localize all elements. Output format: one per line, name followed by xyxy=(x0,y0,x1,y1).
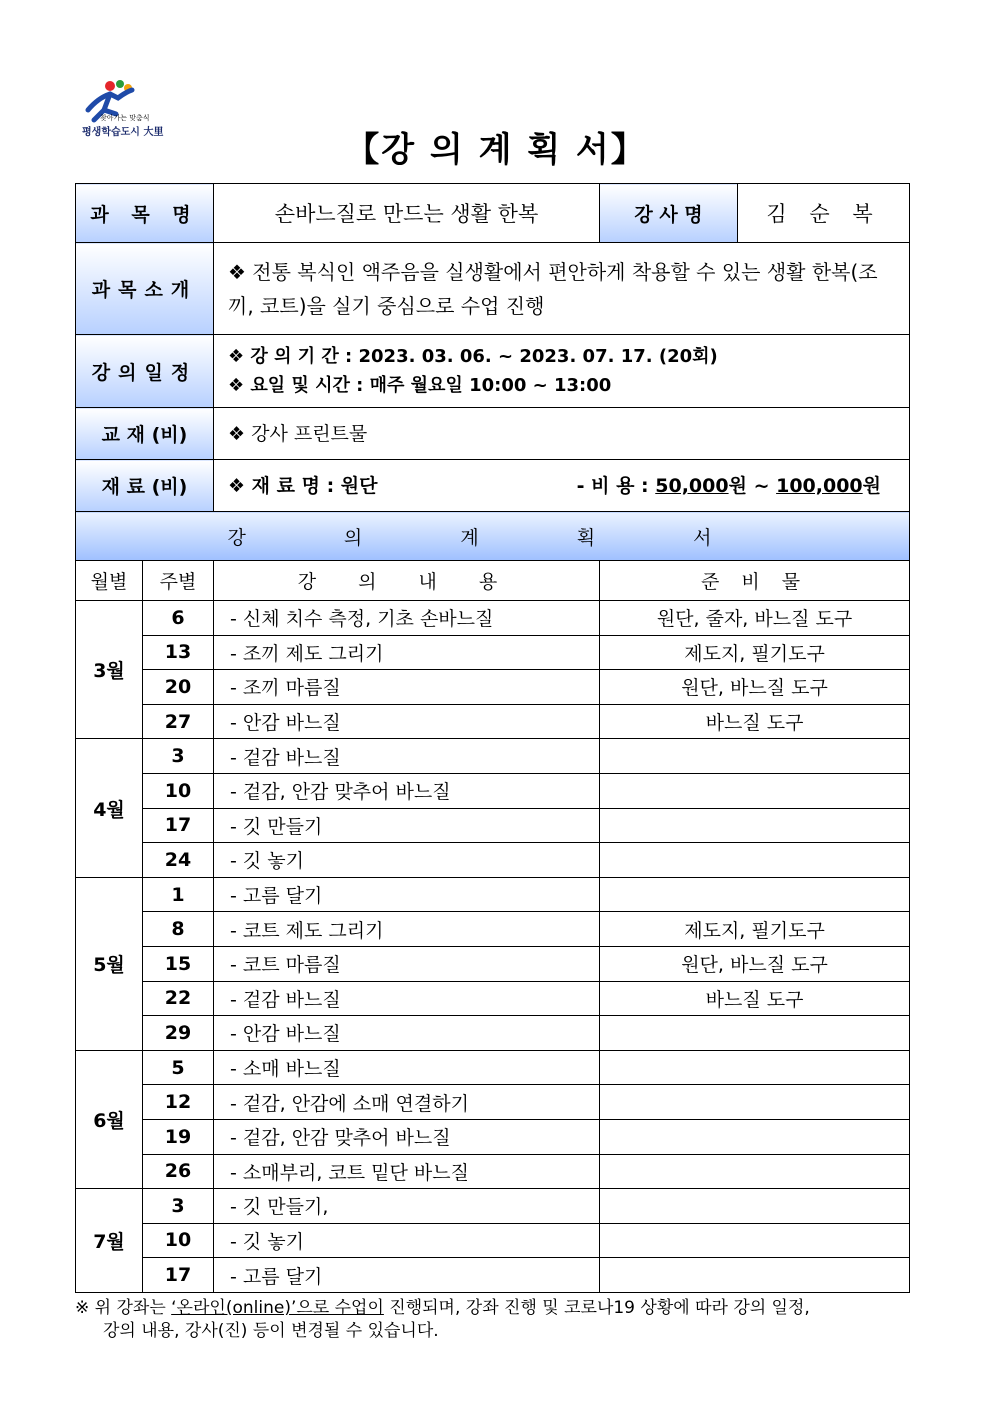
table-row xyxy=(76,704,910,739)
content-cell: - 겉감 바느질 xyxy=(214,739,600,774)
prep-cell xyxy=(600,1223,910,1258)
content-cell: - 조끼 마름질 xyxy=(214,670,600,705)
material-label: 재 료 (비) xyxy=(76,460,214,512)
cost-unit: 원 xyxy=(862,474,882,497)
content-cell: - 겉감, 안감 맞추어 바느질 xyxy=(214,1119,600,1154)
table-row xyxy=(76,946,910,981)
table-row xyxy=(76,670,910,705)
footnote xyxy=(75,1297,925,1343)
prep-cell xyxy=(600,843,910,878)
content-cell: - 깃 놓기 xyxy=(214,843,600,878)
prep-cell xyxy=(600,1050,910,1085)
prep-cell xyxy=(600,1258,910,1293)
table-row xyxy=(76,1119,910,1154)
prep-cell xyxy=(600,1016,910,1051)
prep-cell: 제도지, 필기도구 xyxy=(600,635,910,670)
material-name: ❖ 재 료 명 : 원단 xyxy=(228,474,378,497)
table-row xyxy=(76,773,910,808)
table-row xyxy=(76,912,910,947)
content-cell: - 안감 바느질 xyxy=(214,704,600,739)
week-cell: 1 xyxy=(143,877,214,912)
table-row xyxy=(76,1016,910,1051)
week-cell: 27 xyxy=(143,704,214,739)
col-month-header: 월별 xyxy=(76,561,143,601)
week-cell: 19 xyxy=(143,1119,214,1154)
table-row xyxy=(76,981,910,1016)
content-cell: - 코트 마름질 xyxy=(214,946,600,981)
logo-city-name: 평생학습도시 大里 xyxy=(82,127,164,138)
table-row xyxy=(76,1258,910,1293)
week-cell: 17 xyxy=(143,808,214,843)
week-cell: 5 xyxy=(143,1050,214,1085)
page-title: 【강 의 계 획 서】 xyxy=(345,130,647,170)
week-cell: 20 xyxy=(143,670,214,705)
table-row xyxy=(76,1223,910,1258)
month-cell: 4월 xyxy=(76,739,143,877)
prep-cell: 바느질 도구 xyxy=(600,981,910,1016)
content-cell: - 겉감, 안감에 소매 연결하기 xyxy=(214,1085,600,1120)
prep-cell xyxy=(600,1119,910,1154)
week-cell: 3 xyxy=(143,739,214,774)
week-cell: 13 xyxy=(143,635,214,670)
table-row xyxy=(76,877,910,912)
content-cell: - 깃 만들기 xyxy=(214,808,600,843)
textbook-label: 교 재 (비) xyxy=(76,408,214,460)
prep-cell: 바느질 도구 xyxy=(600,704,910,739)
table-row xyxy=(76,808,910,843)
prep-cell: 원단, 바느질 도구 xyxy=(600,670,910,705)
content-cell: - 고름 달기 xyxy=(214,877,600,912)
schedule-time: ❖ 요일 및 시간 : 매주 월요일 10:00 ~ 13:00 xyxy=(228,375,612,396)
cost-max: 100,000 xyxy=(776,474,863,497)
footnote-online: ‘온라인(online)’으로 수업이 xyxy=(171,1298,384,1318)
table-row xyxy=(76,1189,910,1224)
week-cell: 12 xyxy=(143,1085,214,1120)
content-cell: - 코트 제도 그리기 xyxy=(214,912,600,947)
schedule-period: ❖ 강 의 기 간 : 2023. 03. 06. ~ 2023. 07. 17. (20회) xyxy=(228,346,718,367)
content-cell: - 소매 바느질 xyxy=(214,1050,600,1085)
table-row xyxy=(76,1085,910,1120)
week-cell: 10 xyxy=(143,1223,214,1258)
content-cell: - 안감 바느질 xyxy=(214,1016,600,1051)
col-prep-header: 준 비 물 xyxy=(600,561,910,601)
footnote-rest: 진행되며, 강좌 진행 및 코로나19 상황에 따라 강의 일정, xyxy=(383,1298,810,1318)
col-week-header: 주별 xyxy=(143,561,214,601)
content-cell: - 깃 만들기, xyxy=(214,1189,600,1224)
week-cell: 10 xyxy=(143,773,214,808)
schedule-label: 강의일정 xyxy=(76,335,214,408)
prep-cell xyxy=(600,877,910,912)
prep-cell: 제도지, 필기도구 xyxy=(600,912,910,947)
prep-cell xyxy=(600,739,910,774)
table-row xyxy=(76,1154,910,1189)
content-cell: - 고름 달기 xyxy=(214,1258,600,1293)
week-cell: 29 xyxy=(143,1016,214,1051)
plan-rows xyxy=(76,601,910,1293)
intro-value: ❖ 전통 복식인 액주음을 실생활에서 편안하게 착용할 수 있는 생활 한복(조끼, 코트)을 실기 중심으로 수업 진행 xyxy=(214,243,910,335)
week-cell: 24 xyxy=(143,843,214,878)
col-content-header: 강 의 내 용 xyxy=(214,561,600,601)
table-row xyxy=(76,601,910,636)
table-row xyxy=(76,739,910,774)
footnote-line2: 강의 내용, 강사(진) 등이 변경될 수 있습니다. xyxy=(103,1321,439,1341)
material-cost xyxy=(577,469,881,503)
week-cell: 6 xyxy=(143,601,214,636)
prep-cell xyxy=(600,808,910,843)
content-cell: - 겉감 바느질 xyxy=(214,981,600,1016)
week-cell: 15 xyxy=(143,946,214,981)
subject-label: 과 목 명 xyxy=(76,184,214,243)
subject-value: 손바느질로 만드는 생활 한복 xyxy=(214,184,600,243)
month-cell: 6월 xyxy=(76,1050,143,1188)
prep-cell: 원단, 줄자, 바느질 도구 xyxy=(600,601,910,636)
cost-label: - 비 용 : xyxy=(576,474,649,497)
footnote-mark: ※ 위 강좌는 xyxy=(75,1298,172,1318)
month-cell: 3월 xyxy=(76,601,143,739)
week-cell: 26 xyxy=(143,1154,214,1189)
cost-min: 50,000 xyxy=(655,474,729,497)
table-row xyxy=(76,843,910,878)
content-cell: - 소매부리, 코트 밑단 바느질 xyxy=(214,1154,600,1189)
content-cell: - 깃 놓기 xyxy=(214,1223,600,1258)
week-cell: 22 xyxy=(143,981,214,1016)
prep-cell xyxy=(600,773,910,808)
content-cell: - 조끼 제도 그리기 xyxy=(214,635,600,670)
prep-cell xyxy=(600,1189,910,1224)
logo-slogan: 찾아가는 맞춤식 xyxy=(100,114,150,122)
lecture-plan-table xyxy=(75,183,910,1293)
cost-range-sep: 원 ~ xyxy=(728,474,777,497)
month-cell: 5월 xyxy=(76,877,143,1050)
table-row xyxy=(76,1050,910,1085)
prep-cell: 원단, 바느질 도구 xyxy=(600,946,910,981)
table-row xyxy=(76,635,910,670)
content-cell: - 겉감, 안감 맞추어 바느질 xyxy=(214,773,600,808)
content-cell: - 신체 치수 측정, 기초 손바느질 xyxy=(214,601,600,636)
month-cell: 7월 xyxy=(76,1189,143,1293)
teacher-value: 김 순 복 xyxy=(738,184,910,243)
section-title: 강 의 계 획 서 xyxy=(76,512,910,561)
prep-cell xyxy=(600,1154,910,1189)
week-cell: 3 xyxy=(143,1189,214,1224)
textbook-value: ❖ 강사 프린트물 xyxy=(214,408,910,460)
intro-label: 과목소개 xyxy=(76,243,214,335)
week-cell: 8 xyxy=(143,912,214,947)
prep-cell xyxy=(600,1085,910,1120)
week-cell: 17 xyxy=(143,1258,214,1293)
teacher-label: 강 사 명 xyxy=(600,184,738,243)
